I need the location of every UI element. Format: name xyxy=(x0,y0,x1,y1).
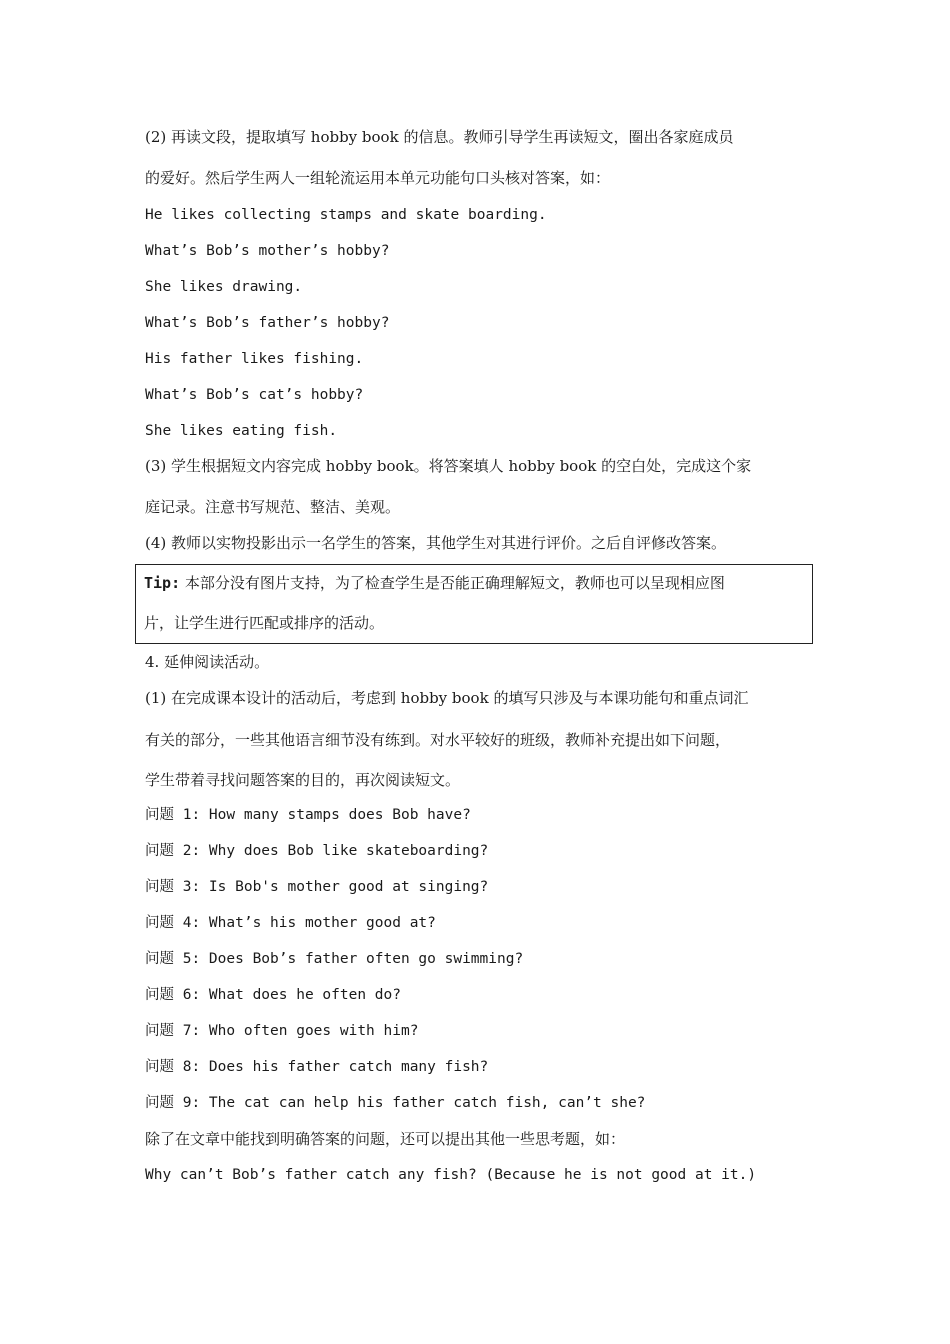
tip-box xyxy=(135,564,813,644)
paragraph-extension-line-1: (1) 在完成课本设计的活动后，考虑到 hobby book 的填写只涉及与本课功能句和重点词汇 xyxy=(145,689,749,707)
paragraph-step-3-line-2: 庭记录。注意书写规范、整洁、美观。 xyxy=(145,498,401,516)
dialog-line: What’s Bob’s mother’s hobby? xyxy=(145,243,390,259)
question-item: 问题 8: Does his father catch many fish? xyxy=(145,1059,489,1075)
paragraph-extension-line-3: 学生带着寻找问题答案的目的，再次阅读短文。 xyxy=(145,771,461,789)
paragraph-extension-line-2: 有关的部分，一些其他语言细节没有练到。对水平较好的班级，教师补充提出如下问题， xyxy=(145,731,731,749)
extra-question: Why can’t Bob’s father catch any fish? (Because he is not good at it.) xyxy=(145,1167,757,1183)
question-item: 问题 4: What’s his mother good at? xyxy=(145,915,436,931)
paragraph-step-2-line-2: 的爱好。然后学生两人一组轮流运用本单元功能句口头核对答案，如： xyxy=(145,169,611,187)
dialog-line: His father likes fishing. xyxy=(145,351,364,367)
dialog-line: What’s Bob’s cat’s hobby? xyxy=(145,387,364,403)
dialog-line: He likes collecting stamps and skate boarding. xyxy=(145,207,547,223)
question-item: 问题 2: Why does Bob like skateboarding? xyxy=(145,843,489,859)
question-item: 问题 9: The cat can help his father catch fish, can’t she? xyxy=(145,1095,646,1111)
dialog-line: What’s Bob’s father’s hobby? xyxy=(145,315,390,331)
dialog-line: She likes drawing. xyxy=(145,279,303,295)
dialog-line: She likes eating fish. xyxy=(145,423,338,439)
question-item: 问题 7: Who often goes with him? xyxy=(145,1023,419,1039)
tip-text-1: 本部分没有图片支持，为了检查学生是否能正确理解短文，教师也可以呈现相应图 xyxy=(180,574,725,592)
tip-line-2: 片，让学生进行匹配或排序的活动。 xyxy=(144,614,385,632)
section-heading: 4. 延伸阅读活动。 xyxy=(145,653,270,671)
extra-questions-intro: 除了在文章中能找到明确答案的问题，还可以提出其他一些思考题，如： xyxy=(145,1130,626,1148)
tip-label: Tip: xyxy=(144,574,181,592)
paragraph-step-4: (4) 教师以实物投影出示一名学生的答案，其他学生对其进行评价。之后自评修改答案。 xyxy=(145,534,727,552)
question-item: 问题 3: Is Bob's mother good at singing? xyxy=(145,879,489,895)
tip-line-1 xyxy=(144,573,809,593)
paragraph-step-3-line-1: (3) 学生根据短文内容完成 hobby book。将答案填人 hobby book 的空白处，完成这个家 xyxy=(145,457,752,475)
question-item: 问题 5: Does Bob’s father often go swimming? xyxy=(145,951,524,967)
question-item: 问题 6: What does he often do? xyxy=(145,987,401,1003)
paragraph-step-2-line-1: (2) 再读文段，提取填写 hobby book 的信息。教师引导学生再读短文，圈出各家庭成员 xyxy=(145,128,734,146)
question-item: 问题 1: How many stamps does Bob have? xyxy=(145,807,471,823)
